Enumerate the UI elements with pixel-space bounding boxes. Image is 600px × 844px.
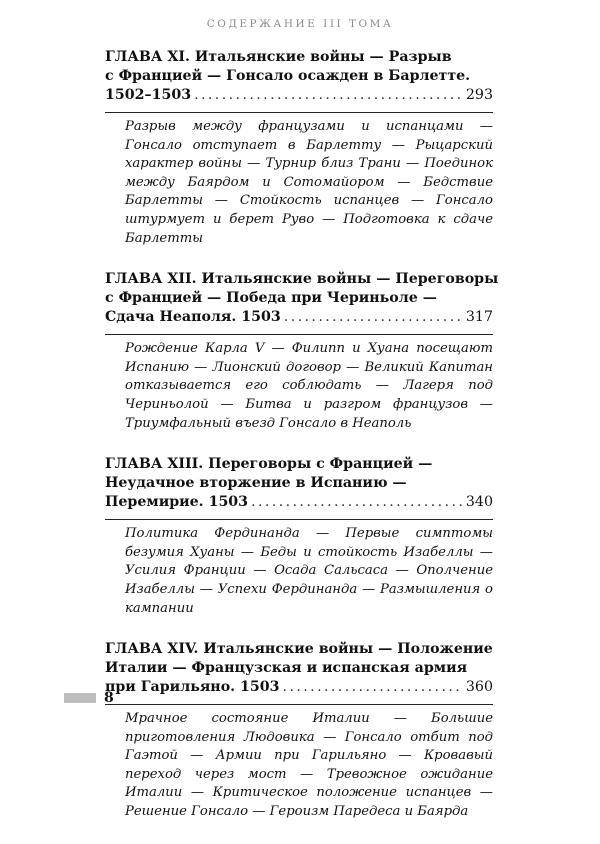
chapter-title-line: ГЛАВА XIII. Переговоры с Францией — (105, 456, 433, 473)
chapter-title-last-line (105, 308, 493, 327)
running-head: СОДЕРЖАНИЕ III ТОМА (206, 18, 394, 30)
toc-entry-chapter-11 (105, 48, 493, 248)
dot-leader (251, 493, 463, 512)
chapter-title (105, 270, 499, 327)
chapter-title-line: ГЛАВА XIV. Итальянские войны — Положение (105, 641, 493, 658)
page-number: 340 (465, 494, 493, 511)
chapter-summary: Мрачное состояние Италии — Большие приготовления Людовика — Гонсало отбит под Гаэтой — Армии при Гарильяно — Кровавый переход через мост — Тревожное ожидание Италии — Критическое положение испанцев — Решение Гонсало — Героизм Паредеса и Баярда (105, 704, 493, 822)
toc-entry-chapter-13 (105, 455, 493, 618)
dot-leader (283, 678, 463, 697)
chapter-summary: Разрыв между французами и испанцами — Гонсало отступает в Барлетту — Рыцарский характер войны — Турнир близ Трани — Поединок между Баярдом и Сотомайором — Бедствие Барлетты — Стойкость испанцев — Гонсало штурмует и берет Руво — Подготовка к сдаче Барлетты (105, 112, 493, 248)
chapter-title-last-line (105, 493, 493, 512)
chapter-title-line: 1502–1503 (105, 87, 192, 103)
table-of-contents (105, 48, 499, 844)
chapter-summary: Рождение Карла V — Филипп и Хуана посещают Испанию — Лионский договор — Великий Капитан отказывается его соблюдать — Лагеря под Чериньолой — Битва и разгром французов — Триумфальный въезд Гонсало в Неаполь (105, 334, 493, 433)
toc-entry-chapter-14 (105, 640, 493, 822)
folio-bar (64, 693, 96, 703)
chapter-title-line: Неудачное вторжение в Испанию — (105, 475, 407, 492)
chapter-title (105, 455, 493, 512)
chapter-title-line: ГЛАВА XII. Итальянские войны — Переговоры (105, 271, 499, 288)
chapter-title-line: ГЛАВА XI. Итальянские войны — Разрыв (105, 49, 452, 65)
chapter-title-line: при Гарильяно. 1503 (105, 679, 280, 696)
page-number: 360 (465, 679, 493, 696)
dot-leader (194, 86, 463, 105)
chapter-title (105, 48, 493, 105)
chapter-summary: Политика Фердинанда — Первые симптомы безумия Хуаны — Беды и стойкость Изабеллы — Усилия Франции — Осада Сальсаса — Ополчение Изабеллы — Успехи Фердинанда — Размышления о кампании (105, 519, 493, 618)
folio-number: 8 (104, 690, 114, 706)
chapter-title-last-line (105, 678, 493, 697)
chapter-title-last-line (105, 86, 493, 105)
chapter-title-line: с Францией — Гонсало осажден в Барлетте. (105, 68, 471, 84)
chapter-title-line: Италии — Французская и испанская армия (105, 660, 468, 677)
chapter-title-line: с Францией — Победа при Чериньоле — (105, 290, 437, 307)
dot-leader (284, 308, 463, 327)
chapter-title-line: Сдача Неаполя. 1503 (105, 309, 281, 326)
toc-entry-chapter-12 (105, 270, 499, 433)
page-footer (64, 690, 114, 706)
chapter-title (105, 640, 493, 697)
chapter-title-line: Перемирие. 1503 (105, 494, 249, 511)
page-number: 293 (465, 87, 493, 103)
page-number: 317 (465, 309, 493, 326)
